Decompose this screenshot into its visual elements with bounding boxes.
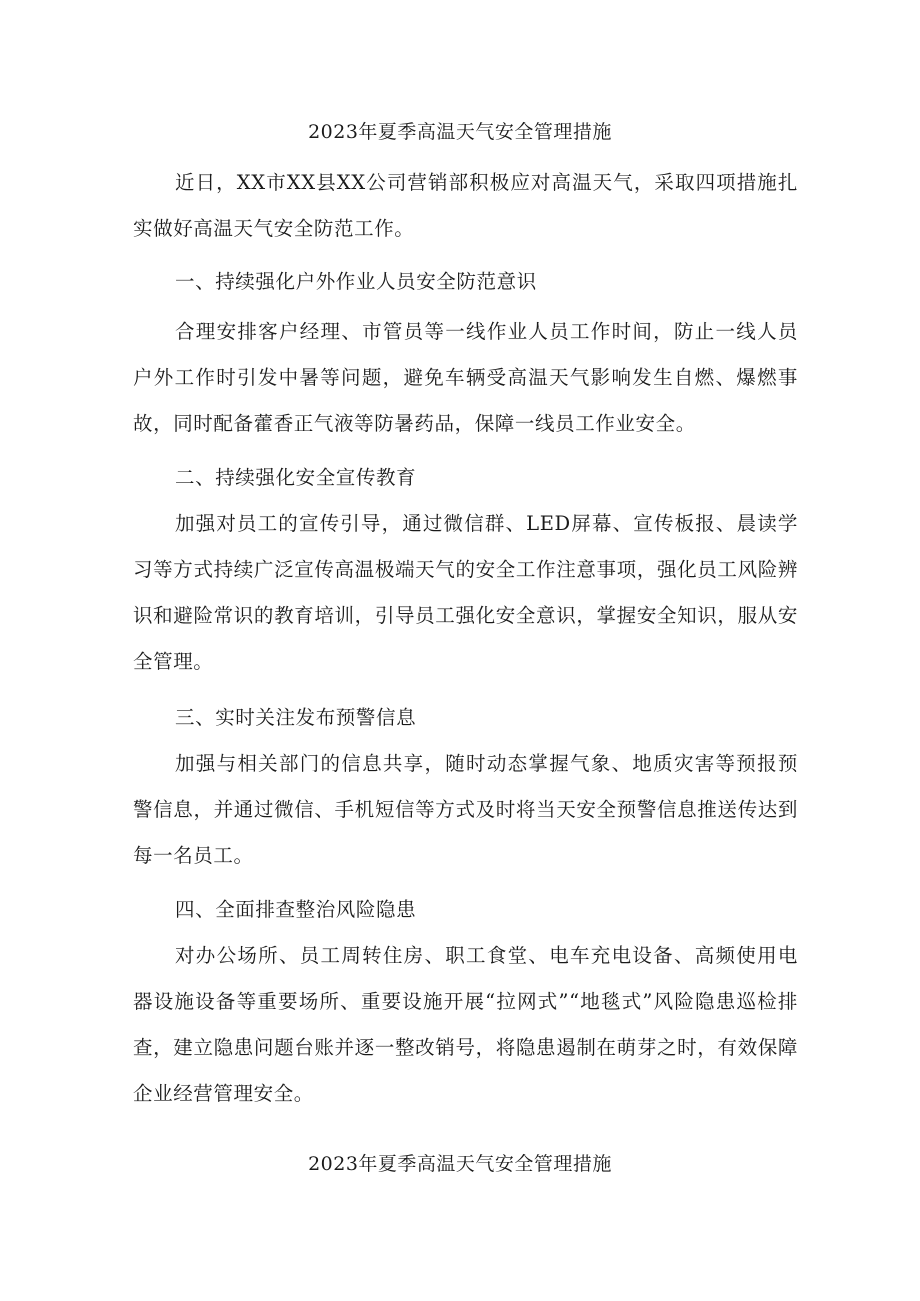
intro-paragraph: 近日，XX市XX县XX公司营销部积极应对高温天气，采取四项措施扎实做好高温天气安全防范工作。 — [133, 171, 798, 240]
section-heading-4: 四、全面排查整治风险隐患 — [175, 898, 417, 921]
document-title: 2023年夏季高温天气安全管理措施 — [308, 121, 612, 143]
next-document-title: 2023年夏季高温天气安全管理措施 — [308, 1153, 612, 1175]
section-body-2: 加强对员工的宣传引导，通过微信群、LED屏幕、宣传板报、晨读学习等方式持续广泛宣传高温极端天气的安全工作注意事项，强化员工风险辨识和避险常识的教育培训，引导员工强化安全意识，掌握安全知识，服从安全管理。 — [133, 512, 798, 673]
section-heading-1: 一、持续强化户外作业人员安全防范意识 — [175, 270, 537, 293]
section-body-4: 对办公场所、员工周转住房、职工食堂、电车充电设备、高频使用电器设施设备等重要场所、重要设施开展“拉网式”“地毯式”风险隐患巡检排查，建立隐患问题台账并逐一整改销号，将隐患遏制在萌芽之时，有效保障企业经营管理安全。 — [133, 944, 798, 1105]
section-heading-3: 三、实时关注发布预警信息 — [175, 706, 417, 729]
section-heading-2: 二、持续强化安全宣传教育 — [175, 466, 417, 489]
section-body-1: 合理安排客户经理、市管员等一线作业人员工作时间，防止一线人员户外工作时引发中暑等问题，避免车辆受高温天气影响发生自燃、爆燃事故，同时配备藿香正气液等防暑药品，保障一线员工作业安全。 — [133, 320, 798, 435]
section-body-3: 加强与相关部门的信息共享，随时动态掌握气象、地质灾害等预报预警信息，并通过微信、手机短信等方式及时将当天安全预警信息推送传达到每一名员工。 — [133, 752, 798, 867]
